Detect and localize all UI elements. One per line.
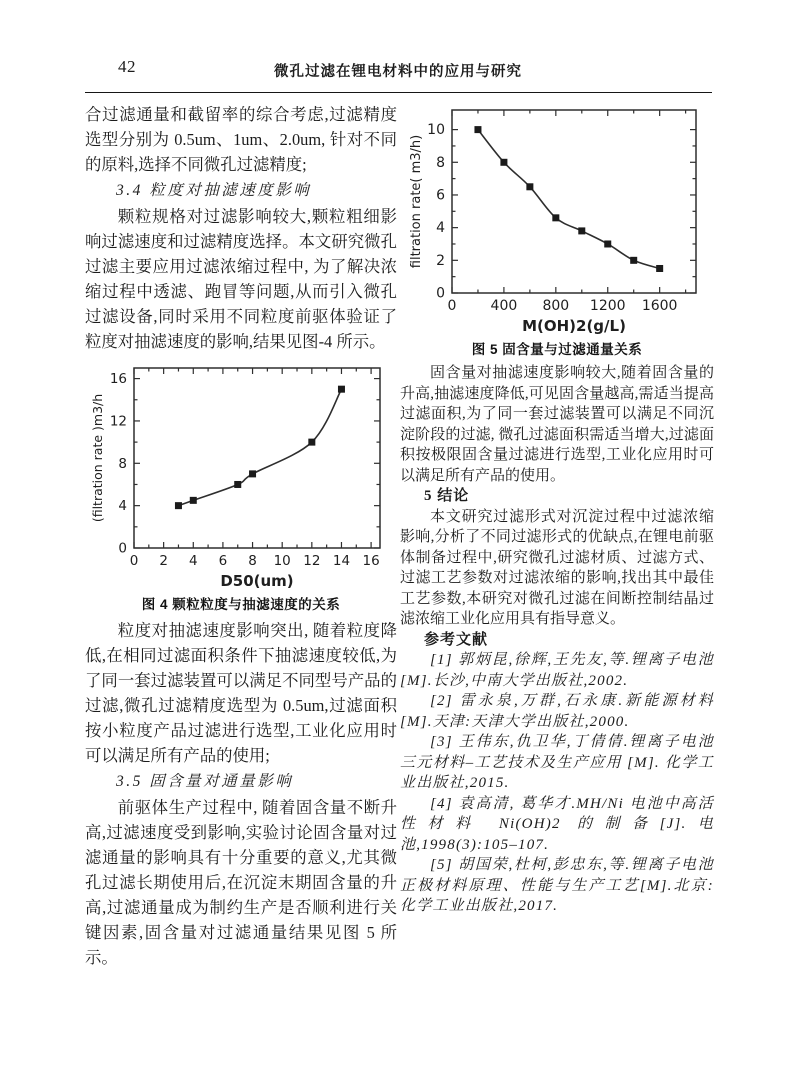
svg-text:(filtration rate )m3/h: (filtration rate )m3/h [90, 393, 105, 523]
reference-item-1: [1] 郭炳昆,徐辉,王先友,等.锂离子电池[M].长沙,中南大学出版社,2002. [400, 652, 714, 689]
reference-item-4: [4] 袁高清, 葛华才.MH/Ni 电池中高活性材料 Ni(OH)2 的制备[J].电池,1998(3):105–107. [400, 795, 714, 853]
svg-text:12: 12 [303, 553, 321, 569]
svg-text:16: 16 [362, 553, 380, 569]
svg-text:0: 0 [118, 540, 127, 557]
paragraph-solid-content-effect: 固含量对抽滤速度影响较大,随着固含量的升高,抽滤速度降低,可见固含量越高,需适当提高过滤面积,为了同一套过滤装置可以满足不同沉淀阶段的过滤, 微孔过滤面积需适当增大,过滤面积按极限固含量过滤进行选型,工业化应用时可以满足所有产品的使用。 [400, 365, 714, 484]
svg-text:10: 10 [273, 553, 291, 569]
header-title: 微孔过滤在锂电材料中的应用与研究 [274, 64, 522, 80]
figure-5 [400, 101, 714, 361]
header-rule [85, 92, 712, 93]
paragraph-size-effect: 粒度对抽滤速度影响突出, 随着粒度降低,在相同过滤面积条件下抽滤速度较低,为了同一套过滤装置可以满足不同型号产品的过滤,微孔过滤精度选型为 0.5um,过滤面积按小粒度产品过滤进行选型,工业化应用时可以满足所有产品的使用; [85, 621, 397, 765]
svg-text:2: 2 [436, 252, 445, 269]
svg-text:0: 0 [436, 285, 445, 302]
section-heading-5-conclusion: 5 结论 [424, 488, 470, 504]
right-column [400, 101, 714, 917]
svg-text:8: 8 [118, 455, 127, 472]
svg-text:10: 10 [427, 122, 445, 139]
reference-item-5: [5] 胡国荣,杜柯,彭忠东,等.锂离子电池正极材料原理、性能与生产工艺[M].北京:化学工业出版社,2017. [400, 857, 714, 914]
svg-text:4: 4 [188, 553, 198, 569]
svg-text:0: 0 [129, 553, 139, 569]
svg-text:8: 8 [436, 154, 445, 171]
figure-4-line-chart [88, 358, 394, 594]
reference-item-2: [2] 雷永泉,万群,石永康.新能源材料[M].天津:天津大学出版社,2000. [400, 693, 714, 730]
svg-text:4: 4 [118, 498, 127, 515]
paragraph-solid-content: 前驱体生产过程中, 随着固含量不断升高,过滤速度受到影响,实验讨论固含量对过滤通量的影响具有十分重要的意义,尤其微孔过滤长期使用后,在沉淀末期固含量的升高,过滤通量成为制约生产是否顺利进行关键因素,固含量对过滤通量结果见图 5 所示。 [85, 798, 397, 967]
svg-text:4: 4 [436, 220, 445, 237]
svg-text:D50(um): D50(um) [220, 572, 294, 590]
paragraph-particle-size: 颗粒规格对过滤影响较大,颗粒粗细影响过滤速度和过滤精度选择。本文研究微孔过滤主要应用过滤浓缩过程中, 为了解决浓缩过程中透滤、跑冒等问题,从而引入微孔过滤设备,同时采用不同粒度前驱体验证了粒度对抽滤速度的影响,结果见图-4 所示。 [85, 207, 397, 351]
svg-text:6: 6 [218, 553, 228, 569]
figure-4-caption: 图 4 颗粒粒度与抽滤速度的关系 [141, 597, 341, 612]
figure-4 [85, 358, 397, 616]
svg-text:6: 6 [436, 187, 445, 204]
left-column [85, 102, 397, 970]
svg-text:0: 0 [447, 298, 457, 314]
reference-item-3: [3] 王伟东,仇卫华,丁倩倩.锂离子电池三元材料–工艺技术及生产应用 [M]. 化学工业出版社,2015. [400, 734, 714, 791]
figure-5-line-chart [406, 101, 708, 339]
svg-text:M(OH)2(g/L): M(OH)2(g/L) [522, 317, 626, 335]
svg-text:1200: 1200 [589, 298, 626, 314]
svg-text:filtration rate( m3/h): filtration rate( m3/h) [409, 134, 424, 269]
paragraph-conclusion: 本文研究过滤形式对沉淀过程中过滤浓缩影响,分析了不同过滤形式的优缺点,在锂电前驱体制备过程中,研究微孔过滤材质、过滤方式、过滤工艺参数对过滤浓缩的影响,找出其中最佳工艺参数,本研究对微孔过滤在间断控制结晶过滤浓缩工业化应用具有指导意义。 [400, 508, 714, 627]
svg-text:8: 8 [248, 553, 257, 569]
svg-text:1600: 1600 [641, 298, 678, 314]
svg-text:16: 16 [109, 371, 127, 388]
references-heading: 参考文献 [424, 631, 489, 648]
page-number: 42 [118, 57, 136, 76]
paragraph-filter-precision: 合过滤通量和截留率的综合考虑,过滤精度选型分别为 0.5um、1um、2.0um, 针对不同的原料,选择不同微孔过滤精度; [85, 105, 397, 174]
svg-text:2: 2 [159, 553, 168, 569]
svg-text:12: 12 [109, 413, 127, 430]
svg-text:400: 400 [490, 298, 518, 314]
section-heading-3-5: 3.5 固含量对通量影响 [116, 773, 294, 790]
figure-5-caption: 图 5 固含量与过滤通量关系 [471, 342, 643, 357]
svg-text:800: 800 [542, 298, 570, 314]
section-heading-3-4: 3.4 粒度对抽滤速度影响 [116, 182, 312, 199]
svg-text:14: 14 [332, 553, 351, 569]
